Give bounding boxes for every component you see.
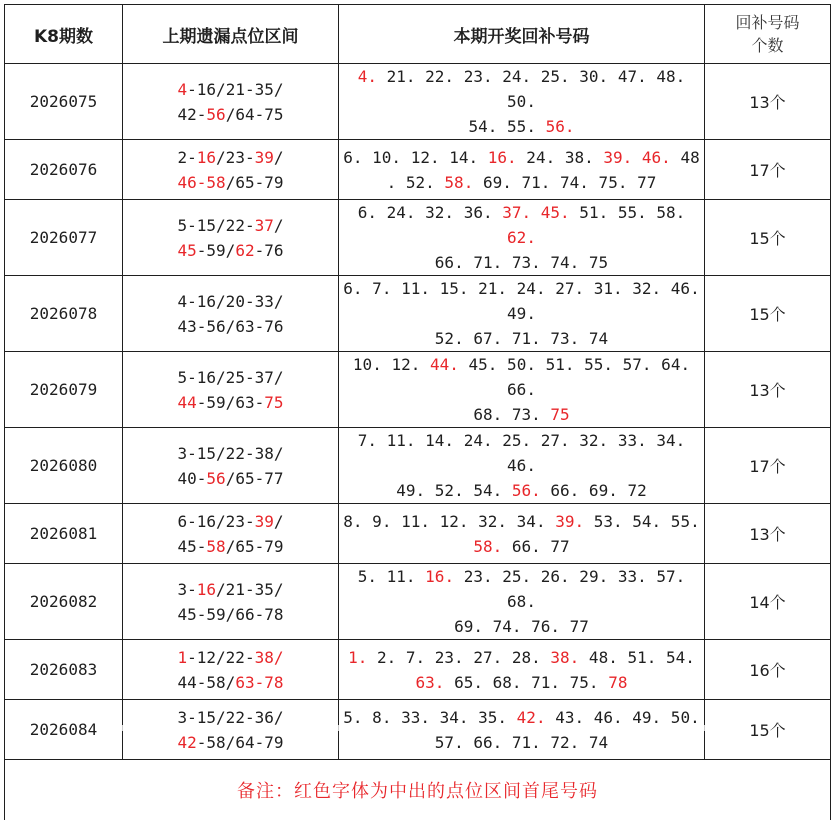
highlight-number: 16. bbox=[425, 567, 454, 586]
number-text: 6. 7. 11. 15. 21. 24. 27. 31. 32. 46. 49. bbox=[343, 279, 699, 323]
range-cell bbox=[123, 140, 339, 200]
number-text: /65-79 bbox=[226, 173, 284, 192]
numbers-cell bbox=[339, 276, 705, 352]
range-cell bbox=[123, 564, 339, 640]
highlight-number: 58. bbox=[473, 537, 502, 556]
range-cell bbox=[123, 640, 339, 700]
text-line bbox=[339, 670, 704, 695]
number-text: /64-75 bbox=[226, 105, 284, 124]
numbers-cell bbox=[339, 352, 705, 428]
header-row bbox=[5, 5, 831, 64]
text-line bbox=[339, 276, 704, 326]
number-text: 7. 11. 14. 24. 25. 27. 32. 33. 34. 46. bbox=[358, 431, 686, 475]
table-body bbox=[5, 64, 831, 760]
number-text: -76 bbox=[255, 241, 284, 260]
numbers-cell bbox=[339, 140, 705, 200]
number-text: 23. 25. 26. 29. 33. 57. 68. bbox=[454, 567, 685, 611]
number-text: 8. 9. 11. 12. 32. 34. bbox=[343, 512, 555, 531]
numbers-cell bbox=[339, 564, 705, 640]
text-line bbox=[123, 602, 338, 627]
number-text: 45-59/66-78 bbox=[178, 605, 284, 624]
highlight-number: 39 bbox=[255, 512, 274, 531]
text-line bbox=[339, 614, 704, 639]
text-line bbox=[339, 534, 704, 559]
note-cell bbox=[5, 760, 831, 820]
text-line bbox=[339, 478, 704, 503]
highlight-number: 16. bbox=[488, 148, 517, 167]
issue-cell: 2026083 bbox=[5, 640, 123, 700]
number-text: 5. 11. bbox=[358, 567, 425, 586]
number-text: 66. 69. 72 bbox=[541, 481, 647, 500]
number-text: 69. 71. 74. 75. 77 bbox=[473, 173, 656, 192]
range-cell bbox=[123, 64, 339, 140]
table-row bbox=[5, 428, 831, 504]
count-cell: 14个 bbox=[705, 564, 831, 640]
count-cell: 15个 bbox=[705, 200, 831, 276]
issue-cell: 2026084 bbox=[5, 700, 123, 760]
text-line bbox=[123, 390, 338, 415]
range-cell bbox=[123, 200, 339, 276]
highlight-number: 4 bbox=[178, 80, 188, 99]
text-line bbox=[123, 365, 338, 390]
highlight-number: 4. bbox=[358, 67, 377, 86]
number-text: 3-15/22-36/ bbox=[178, 708, 284, 727]
number-text: 57. 66. 71. 72. 74 bbox=[435, 733, 608, 752]
highlight-number: 39 bbox=[255, 148, 274, 167]
text-line bbox=[123, 145, 338, 170]
number-text: 10. 12. bbox=[353, 355, 430, 374]
highlight-number: 37. 45. bbox=[502, 203, 569, 222]
number-text: 54. 55. bbox=[469, 117, 546, 136]
count-cell: 15个 bbox=[705, 700, 831, 760]
text-line bbox=[123, 170, 338, 195]
number-text: 48 bbox=[671, 148, 700, 167]
count-cell: 13个 bbox=[705, 504, 831, 564]
highlight-number: 39. bbox=[555, 512, 584, 531]
highlight-number: 58 bbox=[206, 537, 225, 556]
highlight-number: 78 bbox=[608, 673, 627, 692]
number-text: / bbox=[274, 512, 284, 531]
highlight-number: 42 bbox=[178, 733, 197, 752]
count-cell: 15个 bbox=[705, 276, 831, 352]
number-text: 44-58/ bbox=[178, 673, 236, 692]
issue-cell: 2026075 bbox=[5, 64, 123, 140]
issue-cell: 2026077 bbox=[5, 200, 123, 276]
text-line bbox=[123, 314, 338, 339]
number-text: 3-15/22-38/ bbox=[178, 444, 284, 463]
text-line bbox=[123, 577, 338, 602]
highlight-number: 42. bbox=[517, 708, 546, 727]
highlight-number: 75 bbox=[264, 393, 283, 412]
text-line bbox=[339, 645, 704, 670]
number-text: 3- bbox=[178, 580, 197, 599]
text-line bbox=[123, 509, 338, 534]
number-text: 40- bbox=[178, 469, 207, 488]
table-row bbox=[5, 504, 831, 564]
text-line bbox=[123, 466, 338, 491]
number-text: 6-16/23- bbox=[178, 512, 255, 531]
header-issue: K8期数 bbox=[5, 5, 123, 64]
range-cell bbox=[123, 276, 339, 352]
number-text: /65-79 bbox=[226, 537, 284, 556]
number-text: / bbox=[274, 148, 284, 167]
text-line bbox=[123, 289, 338, 314]
number-text: -12/22- bbox=[187, 648, 254, 667]
text-line bbox=[339, 114, 704, 139]
highlight-number: 45 bbox=[178, 241, 197, 260]
highlight-number: 38/ bbox=[255, 648, 284, 667]
number-text: 21. 22. 23. 24. 25. 30. 47. 48. 50. bbox=[377, 67, 685, 111]
text-line bbox=[123, 534, 338, 559]
count-cell: 17个 bbox=[705, 428, 831, 504]
count-cell: 13个 bbox=[705, 64, 831, 140]
numbers-cell bbox=[339, 640, 705, 700]
number-text: -59/63- bbox=[197, 393, 264, 412]
highlight-number: 38. bbox=[550, 648, 579, 667]
number-text: 51. 55. 58. bbox=[570, 203, 686, 222]
highlight-number: 75 bbox=[550, 405, 569, 424]
highlight-number: 56 bbox=[206, 105, 225, 124]
text-line bbox=[339, 64, 704, 114]
highlight-number: 58. bbox=[444, 173, 473, 192]
number-text: 48. 51. 54. bbox=[579, 648, 695, 667]
highlight-number: 44 bbox=[178, 393, 197, 412]
issue-cell: 2026076 bbox=[5, 140, 123, 200]
table-row bbox=[5, 352, 831, 428]
sheet-gridlines bbox=[4, 725, 830, 731]
text-line bbox=[339, 352, 704, 402]
text-line bbox=[339, 200, 704, 250]
text-line bbox=[123, 102, 338, 127]
header-count-line2: 个数 bbox=[705, 34, 830, 57]
header-count-line1: 回补号码 bbox=[705, 11, 830, 34]
highlight-number: 46-58 bbox=[178, 173, 226, 192]
numbers-cell bbox=[339, 200, 705, 276]
range-cell bbox=[123, 504, 339, 564]
highlight-number: 63. bbox=[416, 673, 445, 692]
highlight-number: 16 bbox=[197, 580, 216, 599]
issue-cell: 2026082 bbox=[5, 564, 123, 640]
number-text: 2. 7. 23. 27. 28. bbox=[367, 648, 550, 667]
text-line bbox=[123, 730, 338, 755]
text-line bbox=[123, 670, 338, 695]
issue-cell: 2026080 bbox=[5, 428, 123, 504]
number-text: 65. 68. 71. 75. bbox=[444, 673, 608, 692]
number-text: 69. 74. 76. 77 bbox=[454, 617, 589, 636]
number-text: 45- bbox=[178, 537, 207, 556]
text-line bbox=[339, 326, 704, 351]
number-text: 2- bbox=[178, 148, 197, 167]
number-text: 43. 46. 49. 50. bbox=[546, 708, 700, 727]
number-text: 5. 8. 33. 34. 35. bbox=[343, 708, 516, 727]
table-row bbox=[5, 200, 831, 276]
text-line bbox=[339, 145, 704, 170]
number-text: 6. 10. 12. 14. bbox=[343, 148, 488, 167]
highlight-number: 62 bbox=[235, 241, 254, 260]
number-text: 5-15/22- bbox=[178, 216, 255, 235]
table-row bbox=[5, 140, 831, 200]
text-line bbox=[339, 564, 704, 614]
numbers-cell bbox=[339, 504, 705, 564]
number-text: 4-16/20-33/ bbox=[178, 292, 284, 311]
highlight-number: 1 bbox=[178, 648, 188, 667]
number-text: /23- bbox=[216, 148, 255, 167]
number-text: 45. 50. 51. 55. 57. 64. 66. bbox=[459, 355, 690, 399]
highlight-number: 44. bbox=[430, 355, 459, 374]
number-text: 5-16/25-37/ bbox=[178, 368, 284, 387]
numbers-cell bbox=[339, 428, 705, 504]
highlight-number: 16 bbox=[197, 148, 216, 167]
issue-cell: 2026078 bbox=[5, 276, 123, 352]
number-text: /21-35/ bbox=[216, 580, 283, 599]
number-text: -16/21-35/ bbox=[187, 80, 283, 99]
number-text: 6. 24. 32. 36. bbox=[358, 203, 503, 222]
note-text: 备注：红色字体为中出的点位区间首尾号码 bbox=[237, 781, 598, 802]
header-numbers: 本期开奖回补号码 bbox=[339, 5, 705, 64]
highlight-number: 37 bbox=[255, 216, 274, 235]
numbers-cell bbox=[339, 64, 705, 140]
note-row bbox=[5, 760, 831, 820]
count-cell: 17个 bbox=[705, 140, 831, 200]
range-cell bbox=[123, 352, 339, 428]
table-row bbox=[5, 640, 831, 700]
highlight-number: 1. bbox=[348, 648, 367, 667]
count-cell: 13个 bbox=[705, 352, 831, 428]
text-line bbox=[123, 77, 338, 102]
highlight-number: 56. bbox=[546, 117, 575, 136]
highlight-number: 62. bbox=[507, 228, 536, 247]
table-row bbox=[5, 276, 831, 352]
number-text: 52. 67. 71. 73. 74 bbox=[435, 329, 608, 348]
text-line bbox=[339, 428, 704, 478]
highlight-number: 56. bbox=[512, 481, 541, 500]
text-line bbox=[123, 441, 338, 466]
number-text: 53. 54. 55. bbox=[584, 512, 700, 531]
header-count bbox=[705, 5, 831, 64]
number-text: / bbox=[274, 216, 284, 235]
header-range: 上期遗漏点位区间 bbox=[123, 5, 339, 64]
number-text: 49. 52. 54. bbox=[396, 481, 512, 500]
number-text: 66. 71. 73. 74. 75 bbox=[435, 253, 608, 272]
number-text: 68. 73. bbox=[473, 405, 550, 424]
range-cell bbox=[123, 428, 339, 504]
number-text: -59/ bbox=[197, 241, 236, 260]
issue-cell: 2026079 bbox=[5, 352, 123, 428]
number-text: 24. 38. bbox=[517, 148, 604, 167]
text-line bbox=[123, 645, 338, 670]
highlight-number: 63-78 bbox=[235, 673, 283, 692]
text-line bbox=[123, 213, 338, 238]
text-line bbox=[123, 238, 338, 263]
table-row bbox=[5, 564, 831, 640]
text-line bbox=[339, 730, 704, 755]
count-cell: 16个 bbox=[705, 640, 831, 700]
text-line bbox=[339, 250, 704, 275]
number-text: /65-77 bbox=[226, 469, 284, 488]
number-text: 43-56/63-76 bbox=[178, 317, 284, 336]
lottery-table bbox=[4, 4, 831, 820]
highlight-number: 39. 46. bbox=[603, 148, 670, 167]
issue-cell: 2026081 bbox=[5, 504, 123, 564]
number-text: 42- bbox=[178, 105, 207, 124]
highlight-number: 56 bbox=[206, 469, 225, 488]
table-row bbox=[5, 64, 831, 140]
number-text: . 52. bbox=[387, 173, 445, 192]
number-text: -58/64-79 bbox=[197, 733, 284, 752]
text-line bbox=[339, 402, 704, 427]
text-line bbox=[339, 170, 704, 195]
text-line bbox=[339, 509, 704, 534]
number-text: 66. 77 bbox=[502, 537, 569, 556]
